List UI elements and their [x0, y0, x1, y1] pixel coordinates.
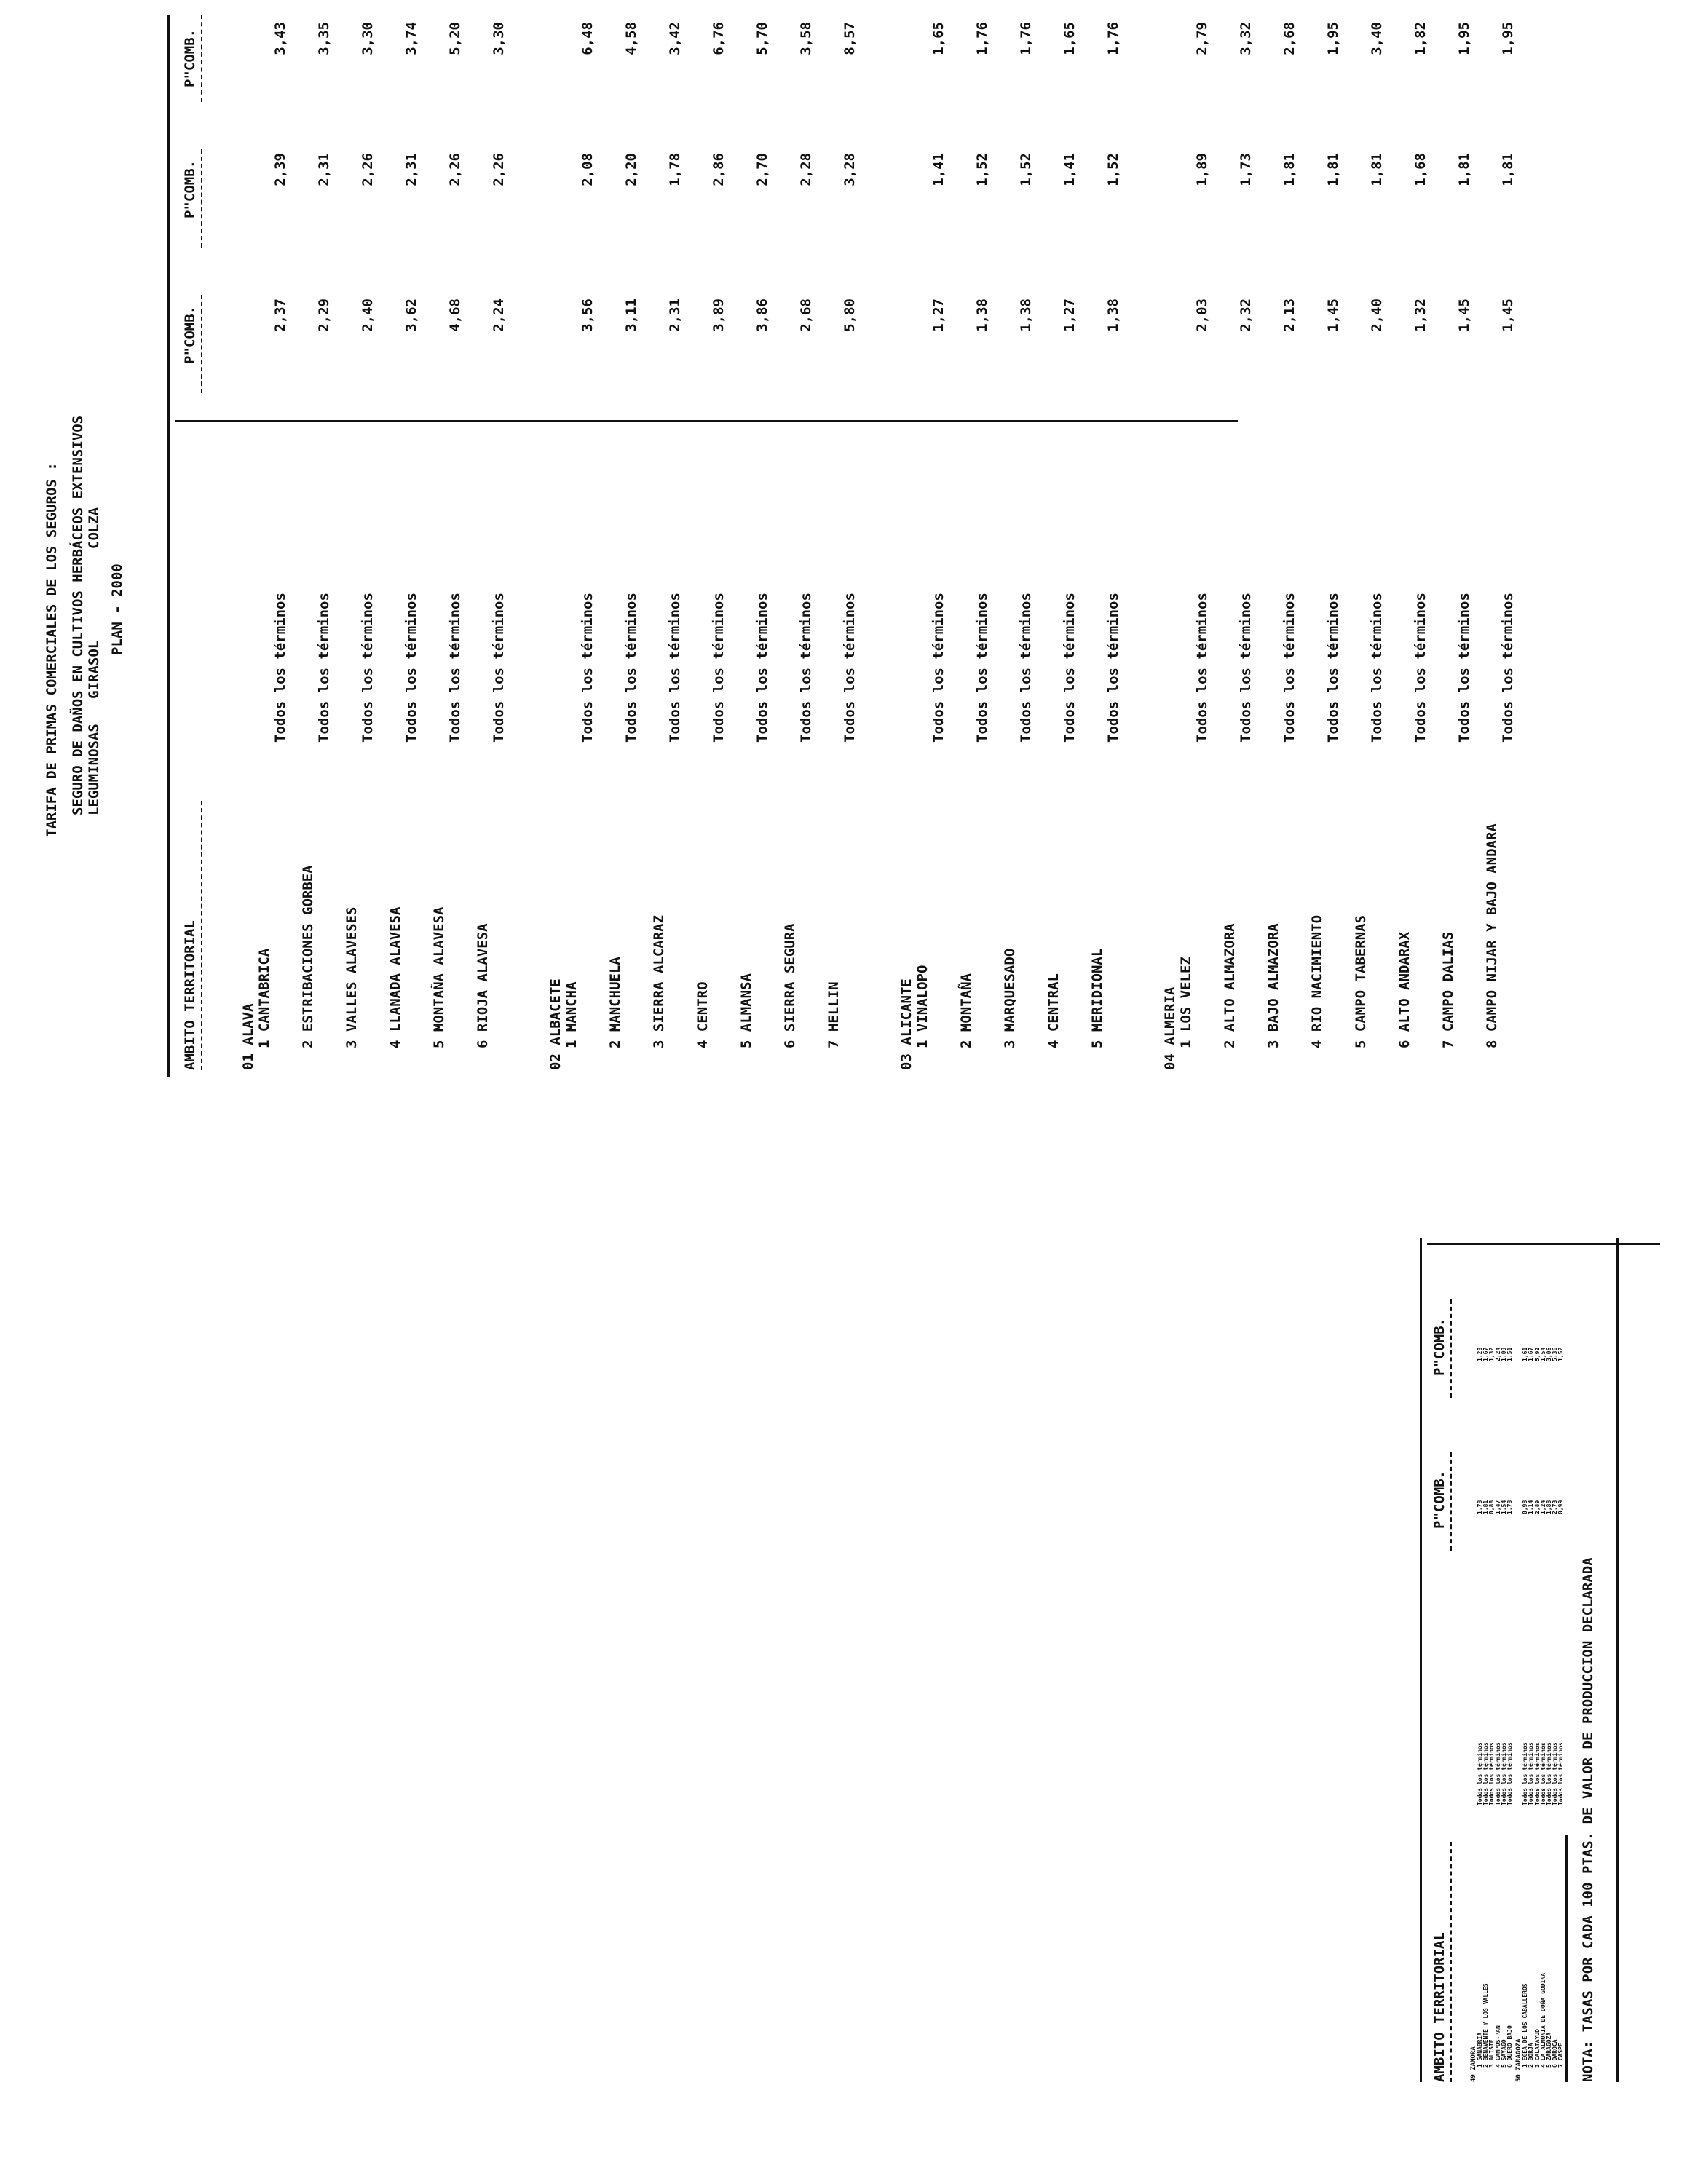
value-p2: 1,51: [1506, 1347, 1513, 1361]
comarca-label: 6 RIOJA ALAVESA: [475, 923, 491, 1048]
right-col-p2-underline: [201, 149, 202, 248]
value-p2: 2,31: [403, 153, 419, 186]
value-p3: 1,95: [1325, 22, 1341, 55]
value-p2: 1,81: [1325, 153, 1341, 186]
value-p1: 3,62: [403, 298, 419, 332]
comarca-label: 2 ESTRIBACIONES GORBEA: [300, 865, 316, 1048]
value-p2: 2,26: [447, 153, 463, 186]
comarca-label: 2 MONTAÑA: [958, 973, 974, 1048]
terminos-label: Todos los términos: [1018, 593, 1034, 743]
comarca-label: 5 SAYAGO: [1500, 2039, 1507, 2068]
province-name: 04 ALMERIA: [1162, 986, 1178, 1070]
comarca-label: 6 DAROCA: [1552, 2039, 1559, 2068]
value-p3: 8,57: [842, 22, 858, 55]
value-p2: 1,78: [667, 153, 683, 186]
province-name: 50 ZARAGOZA: [1515, 2038, 1523, 2082]
note-top-rule: [1565, 1835, 1568, 2082]
terminos-label: Todos los términos: [1522, 1742, 1529, 1805]
value-p2: 1,81: [1500, 153, 1516, 186]
right-col-p1-underline: [201, 295, 202, 393]
value-p2: 1,61: [1522, 1347, 1529, 1361]
terminos-label: Todos los términos: [667, 593, 683, 743]
comarca-label: 7 CAMPO DALIAS: [1440, 931, 1456, 1048]
value-p3: 3,30: [360, 22, 376, 55]
right-table-top-rule: [167, 15, 170, 1077]
value-p1: 1,32: [1413, 298, 1429, 332]
left-col-ambito-underline: [1450, 1842, 1452, 2082]
value-p3: 6,76: [711, 22, 727, 55]
value-p1: 1,38: [1105, 298, 1121, 332]
value-p1: 2,31: [667, 298, 683, 332]
terminos-label: Todos los términos: [1477, 1742, 1483, 1805]
comarca-label: 2 BENAVENTE Y LOS VALLES: [1482, 1983, 1490, 2068]
terminos-label: Todos los términos: [1539, 1742, 1546, 1805]
comarca-label: 1 MANCHA: [564, 981, 580, 1048]
value-p2: 2,24: [1494, 1347, 1501, 1361]
comarca-label: 3 BAJO ALMAZORA: [1265, 923, 1281, 1048]
value-p3: 5,20: [447, 22, 463, 55]
value-p1: 1,38: [1018, 298, 1034, 332]
value-p2: 1,41: [931, 153, 947, 186]
terminos-label: Todos los términos: [1533, 1742, 1541, 1805]
value-p1: 1,81: [1482, 1500, 1490, 1514]
terminos-label: Todos los términos: [491, 593, 507, 743]
terminos-label: Todos los términos: [1062, 593, 1078, 743]
plan-label: PLAN - 2000: [109, 563, 125, 655]
comarca-label: 5 ALMANSA: [738, 973, 754, 1048]
terminos-label: Todos los términos: [1482, 1742, 1490, 1805]
terminos-label: Todos los términos: [974, 593, 990, 743]
value-p1: 5,80: [842, 298, 858, 332]
comarca-label: 4 LA ALMUNIA DE DOÑA GODINA: [1539, 1972, 1546, 2068]
comarca-label: 3 SIERRA ALCARAZ: [651, 914, 667, 1048]
terminos-label: Todos los términos: [447, 593, 463, 743]
value-p1: 1,27: [1062, 298, 1078, 332]
value-p1: 0,98: [1522, 1500, 1529, 1514]
province-name: 03 ALICANTE: [898, 978, 914, 1070]
terminos-label: Todos los términos: [754, 593, 770, 743]
right-col-p1: P"COMB.: [182, 305, 198, 364]
value-p2: 1,89: [1194, 153, 1210, 186]
value-p3: 1,76: [1105, 22, 1121, 55]
value-p1: 2,89: [1533, 1500, 1541, 1514]
value-p3: 4,58: [623, 22, 639, 55]
terminos-label: Todos los términos: [1281, 593, 1297, 743]
comarca-label: 4 CENTRO: [695, 981, 711, 1048]
comarca-label: 1 EGEA DE LOS CABALLEROS: [1522, 1983, 1529, 2068]
comarca-label: 7 CASPE: [1557, 2043, 1565, 2068]
value-p1: 1,47: [1494, 1500, 1501, 1514]
value-p1: 1,45: [1456, 298, 1472, 332]
comarca-label: 5 CAMPO TABERNAS: [1353, 914, 1369, 1048]
value-p3: 1,95: [1456, 22, 1472, 55]
value-p1: 3,56: [580, 298, 596, 332]
province-name: 01 ALAVA: [240, 1003, 256, 1070]
comarca-label: 4 RIO NACIMIENTO: [1309, 914, 1325, 1048]
terminos-label: Todos los términos: [1500, 1742, 1507, 1805]
comarca-label: 3 CALATAYUD: [1533, 2029, 1541, 2068]
value-p1: 1,24: [1539, 1500, 1546, 1514]
left-col-ambito: AMBITO TERRITORIAL: [1431, 1932, 1447, 2082]
value-p1: 3,11: [623, 298, 639, 332]
value-p2: 2,26: [491, 153, 507, 186]
comarca-label: 2 MANCHUELA: [607, 957, 623, 1048]
value-p3: 3,32: [1238, 22, 1254, 55]
comarca-label: 4 CENTRAL: [1046, 973, 1062, 1048]
terminos-label: Todos los términos: [403, 593, 419, 743]
value-p1: 1,27: [931, 298, 947, 332]
value-p2: 1,41: [1062, 153, 1078, 186]
value-p3: 2,68: [1281, 22, 1297, 55]
value-p3: 3,40: [1369, 22, 1385, 55]
terminos-label: Todos los términos: [1528, 1742, 1535, 1805]
value-p1: 1,14: [1528, 1500, 1535, 1514]
value-p2: 1,09: [1500, 1347, 1507, 1361]
value-p1: 3,89: [711, 298, 727, 332]
left-col-p1: P"COMB.: [1431, 1470, 1447, 1529]
left-col-p2-underline: [1450, 1299, 1452, 1398]
comarca-label: 2 ALTO ALMAZORA: [1222, 923, 1238, 1048]
value-p2: 5,92: [1533, 1347, 1541, 1361]
value-p1: 2,37: [272, 298, 288, 332]
value-p2: 1,52: [1018, 153, 1034, 186]
terminos-label: Todos los términos: [1325, 593, 1341, 743]
note-bottom-rule: [1616, 1238, 1619, 2082]
value-p1: 2,24: [491, 298, 507, 332]
right-col-p2: P"COMB.: [182, 159, 198, 218]
value-p3: 3,58: [798, 22, 814, 55]
terminos-label: Todos los términos: [1413, 593, 1429, 743]
value-p2: 1,81: [1456, 153, 1472, 186]
value-p3: 3,30: [491, 22, 507, 55]
right-col-p3: P"COMB.: [182, 28, 198, 87]
value-p2: 1,52: [974, 153, 990, 186]
value-p2: 1,54: [1539, 1347, 1546, 1361]
terminos-label: Todos los términos: [1500, 593, 1516, 743]
comarca-label: 8 CAMPO NIJAR Y BAJO ANDARA: [1484, 823, 1500, 1048]
comarca-label: 5 MERIDIONAL: [1089, 948, 1105, 1048]
comarca-label: 3 VALLES ALAVESES: [344, 906, 360, 1048]
footnote: NOTA: TASAS POR CADA 100 PTAS. DE VALOR DE PRODUCCION DECLARADA: [1580, 1557, 1596, 2082]
value-p3: 1,65: [1062, 22, 1078, 55]
left-table-top-rule: [1420, 1238, 1422, 2082]
value-p3: 2,79: [1194, 22, 1210, 55]
comarca-label: 1 LOS VELEZ: [1178, 957, 1194, 1048]
terminos-label: Todos los términos: [1552, 1742, 1559, 1805]
comarca-label: 5 MONTAÑA ALAVESA: [431, 906, 447, 1048]
province-name: 49 ZAMORA: [1470, 2046, 1477, 2082]
value-p2: 2,86: [711, 153, 727, 186]
value-p1: 2,03: [1194, 298, 1210, 332]
comarca-label: 1 VINALOPO: [914, 965, 931, 1048]
terminos-label: Todos los términos: [1546, 1742, 1552, 1805]
value-p1: 2,29: [316, 298, 332, 332]
document-subtitle-1: SEGURO DE DAÑOS EN CULTIVOS HERBÁCEOS EXTENSIVOS: [70, 415, 86, 815]
value-p1: 2,32: [1238, 298, 1254, 332]
value-p1: 1,54: [1500, 1500, 1507, 1514]
terminos-label: Todos los términos: [1494, 1742, 1501, 1805]
comarca-label: 6 SIERRA SEGURA: [782, 923, 798, 1048]
comarca-label: 1 SANABRIA: [1477, 2032, 1483, 2068]
value-p1: 0,88: [1488, 1500, 1496, 1514]
right-table-divider: [175, 420, 1238, 422]
value-p3: 1,76: [974, 22, 990, 55]
value-p3: 1,65: [931, 22, 947, 55]
comarca-label: 4 LLANADA ALAVESA: [387, 906, 403, 1048]
value-p1: 1,88: [1546, 1500, 1552, 1514]
value-p2: 5,36: [1552, 1347, 1559, 1361]
terminos-label: Todos los términos: [360, 593, 376, 743]
value-p1: 0,99: [1557, 1500, 1565, 1514]
value-p2: 1,52: [1105, 153, 1121, 186]
value-p2: 2,28: [798, 153, 814, 186]
value-p2: 1,68: [1413, 153, 1429, 186]
value-p1: 2,13: [1281, 298, 1297, 332]
value-p1: 1,38: [974, 298, 990, 332]
terminos-label: Todos los términos: [1506, 1742, 1513, 1805]
value-p1: 2,40: [1369, 298, 1385, 332]
comarca-label: 6 DUERO BAJO: [1506, 2025, 1513, 2068]
value-p3: 1,82: [1413, 22, 1429, 55]
value-p2: 1,67: [1482, 1347, 1490, 1361]
value-p3: 3,43: [272, 22, 288, 55]
value-p1: 4,68: [447, 298, 463, 332]
terminos-label: Todos los términos: [1194, 593, 1210, 743]
value-p2: 1,67: [1528, 1347, 1535, 1361]
terminos-label: Todos los términos: [1557, 1742, 1565, 1805]
document-title: TARIFA DE PRIMAS COMERCIALES DE LOS SEGUROS :: [44, 462, 60, 837]
value-p2: 3,28: [842, 153, 858, 186]
value-p3: 1,76: [1018, 22, 1034, 55]
value-p2: 2,70: [754, 153, 770, 186]
terminos-label: Todos los términos: [1369, 593, 1385, 743]
value-p1: 2,68: [798, 298, 814, 332]
value-p1: 2,73: [1552, 1500, 1559, 1514]
value-p1: 1,78: [1477, 1500, 1483, 1514]
left-table-divider: [1427, 1243, 1660, 1245]
value-p1: 1,45: [1500, 298, 1516, 332]
value-p2: 1,28: [1477, 1347, 1483, 1361]
value-p3: 6,48: [580, 22, 596, 55]
terminos-label: Todos los términos: [1456, 593, 1472, 743]
value-p1: 1,45: [1325, 298, 1341, 332]
comarca-label: 4 CAMPOS-PAN: [1494, 2025, 1501, 2068]
value-p2: 2,20: [623, 153, 639, 186]
value-p1: 1,78: [1506, 1500, 1513, 1514]
terminos-label: Todos los términos: [316, 593, 332, 743]
value-p2: 2,31: [316, 153, 332, 186]
value-p3: 3,35: [316, 22, 332, 55]
comarca-label: 7 HELLIN: [826, 981, 842, 1048]
terminos-label: Todos los términos: [1488, 1742, 1496, 1805]
value-p1: 3,86: [754, 298, 770, 332]
value-p2: 2,26: [360, 153, 376, 186]
value-p2: 2,08: [580, 153, 596, 186]
value-p2: 1,52: [1557, 1347, 1565, 1361]
terminos-label: Todos los términos: [798, 593, 814, 743]
value-p3: 1,95: [1500, 22, 1516, 55]
comarca-label: 6 ALTO ANDARAX: [1396, 931, 1413, 1048]
terminos-label: Todos los términos: [931, 593, 947, 743]
terminos-label: Todos los términos: [842, 593, 858, 743]
terminos-label: Todos los términos: [623, 593, 639, 743]
value-p2: 3,06: [1546, 1347, 1552, 1361]
terminos-label: Todos los términos: [1105, 593, 1121, 743]
value-p3: 3,42: [667, 22, 683, 55]
right-col-ambito-underline: [201, 801, 202, 1070]
value-p2: 1,73: [1238, 153, 1254, 186]
left-col-p1-underline: [1450, 1452, 1452, 1551]
terminos-label: Todos los términos: [580, 593, 596, 743]
province-name: 02 ALBACETE: [548, 978, 564, 1070]
left-col-p2: P"COMB.: [1431, 1317, 1447, 1376]
value-p2: 1,32: [1488, 1347, 1496, 1361]
value-p2: 2,39: [272, 153, 288, 186]
comarca-label: 1 CANTABRICA: [256, 948, 272, 1048]
comarca-label: 3 ALISTE: [1488, 2039, 1496, 2068]
comarca-label: 2 BORJA: [1528, 2043, 1535, 2068]
terminos-label: Todos los términos: [711, 593, 727, 743]
terminos-label: Todos los términos: [1238, 593, 1254, 743]
document-subtitle-2: LEGUMINOSAS GIRASOL COLZA: [86, 507, 102, 815]
value-p2: 1,81: [1369, 153, 1385, 186]
value-p3: 3,74: [403, 22, 419, 55]
value-p2: 1,81: [1281, 153, 1297, 186]
value-p3: 5,70: [754, 22, 770, 55]
right-col-ambito: AMBITO TERRITORIAL: [182, 920, 198, 1070]
comarca-label: 3 MARQUESADO: [1002, 948, 1018, 1048]
value-p1: 2,40: [360, 298, 376, 332]
comarca-label: 5 ZARAGOZA: [1546, 2032, 1552, 2068]
terminos-label: Todos los términos: [272, 593, 288, 743]
right-col-p3-underline: [201, 15, 202, 102]
